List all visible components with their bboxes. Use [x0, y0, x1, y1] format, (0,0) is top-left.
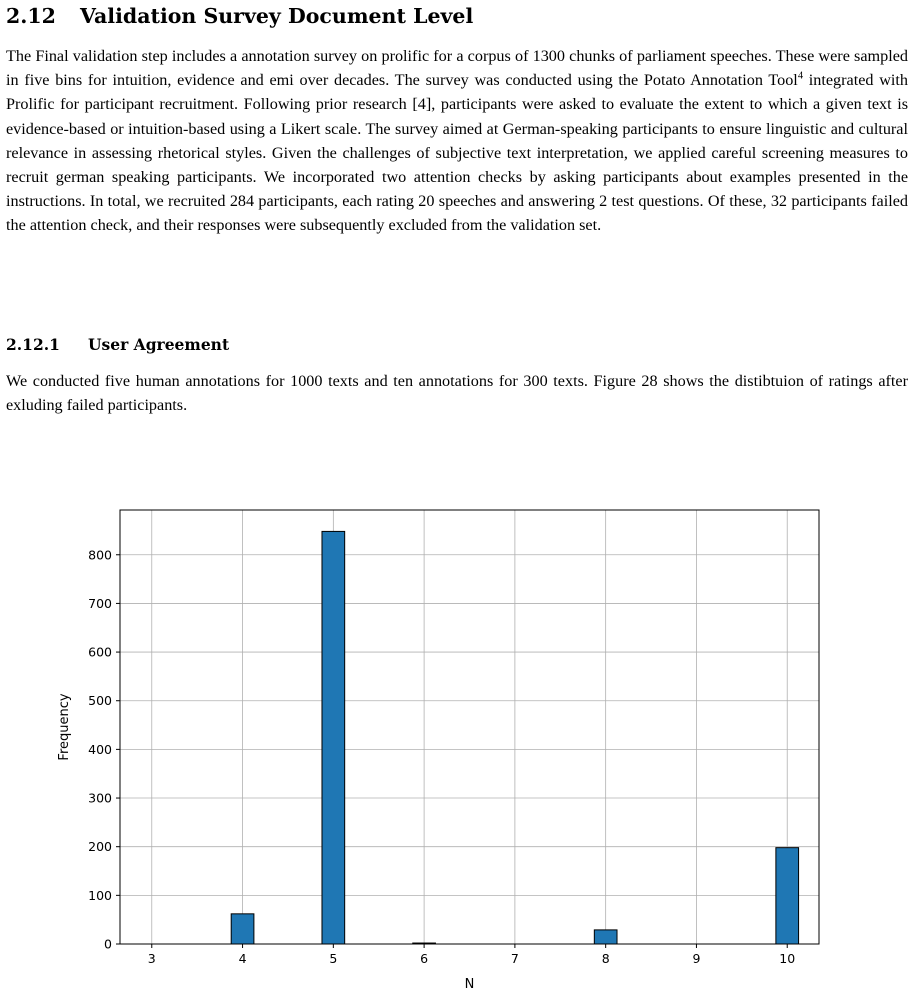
- section-heading: [6, 2, 473, 30]
- x-tick-label: 8: [601, 951, 610, 966]
- paragraph-text-part2: integrated with Prolific for participant recruitment. Following prior research [4], participants were asked to evaluate the extent to which a given text is evidence-based or intuition-based using a Likert scale. The survey aimed at German-speaking participants to ensure linguistic and cultural relevance in assessing rhetorical styles. Given the challenges of subjective text interpretation, we applied careful screening measures to recruit german speaking participants. We incorporated two attention checks by asking participants about examples presented in the instructions. In total, we recruited 284 participants, each rating 20 speeches and answering 2 test questions. Of these, 32 participants failed the attention check, and their responses were subsequently excluded from the validation set.: [6, 71, 909, 235]
- x-tick-label: 5: [329, 951, 338, 966]
- y-tick-label: 700: [88, 595, 112, 611]
- subsection-number: 2.12.1: [6, 335, 60, 354]
- histogram-bar: [322, 531, 345, 944]
- chart-grid: [120, 510, 819, 944]
- x-tick-label: 10: [779, 951, 796, 966]
- histogram-bar: [594, 930, 617, 944]
- y-tick-label: 300: [88, 790, 112, 806]
- section-paragraph: [6, 44, 908, 238]
- section-title: Validation Survey Document Level: [80, 4, 474, 28]
- x-tick-label: 3: [147, 951, 156, 966]
- subsection-heading: [6, 333, 229, 357]
- y-tick-label: 0: [104, 936, 112, 952]
- y-axis-label: Frequency: [57, 693, 72, 761]
- x-tick-label: 6: [420, 951, 429, 966]
- chart-ticks: [88, 547, 795, 966]
- x-tick-label: 9: [692, 951, 701, 966]
- section-number: 2.12: [6, 4, 56, 28]
- y-tick-label: 400: [88, 741, 112, 757]
- histogram-bar: [231, 914, 254, 944]
- x-tick-label: 4: [238, 951, 247, 966]
- footnote-marker[interactable]: 4: [797, 70, 804, 82]
- frequency-histogram: [0, 500, 914, 996]
- x-axis-label: N: [464, 977, 475, 992]
- y-tick-label: 100: [88, 887, 112, 903]
- y-tick-label: 200: [88, 839, 112, 855]
- y-tick-label: 500: [88, 693, 112, 709]
- x-tick-label: 7: [510, 951, 519, 966]
- histogram-bar: [776, 848, 799, 944]
- plot-frame: [120, 510, 819, 944]
- y-tick-label: 600: [88, 644, 112, 660]
- paragraph-text-part1: The Final validation step includes a annotation survey on prolific for a corpus of 1300 chunks of parliament speeches. These were sampled in five bins for intuition, evidence and emi over decades. The survey was conducted using the Potato Annotation Tool: [6, 47, 908, 90]
- y-tick-label: 800: [88, 547, 112, 563]
- subsection-title: User Agreement: [88, 335, 230, 354]
- subsection-paragraph: We conducted five human annotations for 1000 texts and ten annotations for 300 texts. Figure 28 shows the distibtuion of ratings after exluding failed participants.: [6, 372, 908, 415]
